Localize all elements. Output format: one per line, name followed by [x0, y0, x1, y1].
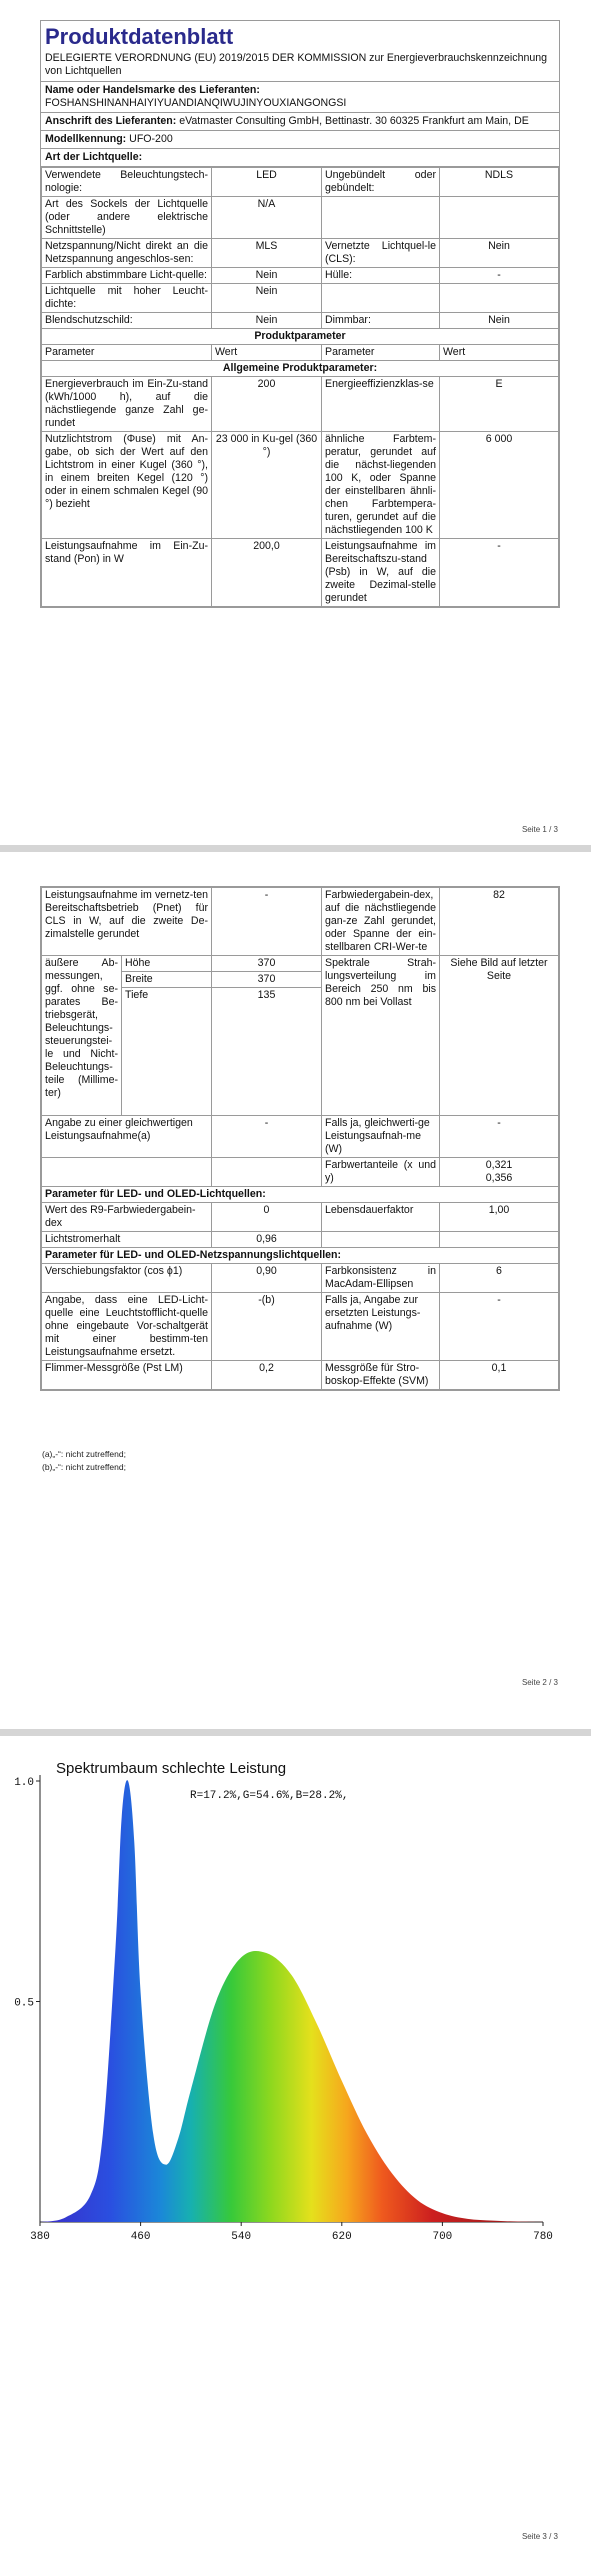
table-row: Art des Sockels der Lichtquelle (oder andere elektrische Schnittstelle) N/A: [42, 197, 559, 239]
dims-row-height: äußere Ab-messungen, ggf. ohne se-parates Be-triebsgerät, Beleuchtungs-steuerungstei-le und Nicht-Beleuchtungs-teile (Millime-ter) Höhe 370 Spektrale Strah-lungsverteilung im Bereich 250 nm bis 800 nm bei Vollast Siehe Bild auf letzter Seite: [42, 956, 559, 972]
header-block: [41, 21, 559, 82]
supplier-value: FOSHANSHINANHAIYIYUANDIANQIWUJINYOUXIANGONGSI: [45, 97, 347, 109]
mains-header-row: Parameter für LED- und OLED-Netzspannungslichtquellen:: [42, 1248, 559, 1264]
address-row: Anschrift des Lieferanten: eVatmaster Consulting GmbH, Bettinastr. 30 60325 Frankfurt am Main, DE: [41, 113, 559, 131]
spectrum-chart: [0, 1745, 591, 2265]
x-tick-label: 380: [30, 2231, 50, 2243]
table-row: Netzspannung/Nicht direkt an die Netzspannung angeschlos-sen: MLS Vernetzte Lichtquel-le (CLS): Nein: [42, 239, 559, 268]
table-row: Verwendete Beleuchtungstech-nologie: LED Ungebündelt oder gebündelt: NDLS: [42, 168, 559, 197]
spectrum-area: [40, 1780, 543, 2222]
page-number-2: Seite 2 / 3: [521, 1678, 558, 1687]
maint-row: Lichtstromerhalt 0,96: [42, 1232, 559, 1248]
flicker-row: Flimmer-Messgröße (Pst LM) 0,2 Messgröße für Stro-boskop-Effekte (SVM) 0,1: [42, 1361, 559, 1390]
x-tick-label: 540: [231, 2231, 252, 2243]
chart-annotation: R=17.2%,G=54.6%,B=28.2%,: [190, 1790, 349, 1802]
equiv-row: Angabe zu einer gleichwertigen Leistungsaufnahme(a) - Falls ja, gleichwerti-ge Leistungsaufnah-me (W) -: [42, 1116, 559, 1158]
datasheet-frame-1: [40, 20, 560, 608]
model-value: UFO-200: [129, 133, 173, 145]
chart-series: [40, 1780, 543, 2222]
page-title: Produktdatenblatt: [45, 24, 234, 49]
table-row: Nutzlichtstrom (Φuse) mit An-gabe, ob sich der Wert auf den Lichtstrom in einer Kugel (360 °), in einem breiten Kegel (120 °) oder in einem schmalen Kegel (90 °) bezieht 23 000 in Ku-gel (360 °) ähnliche Farbtem-peratur, gerundet auf die nächst-liegenden 100 K, oder Spanne der einstellbaren ähnli-chen Farbtempera-turen, gerundet auf die nächstliegenden 100 K 6 000: [42, 432, 559, 539]
footnote-a: (a)„-“: nicht zutreffend;: [42, 1449, 126, 1459]
page-number-1: Seite 1 / 3: [521, 825, 558, 834]
params-table-2: [41, 887, 559, 1390]
led-header-row: Parameter für LED- und OLED-Lichtquellen:: [42, 1187, 559, 1203]
x-tick-label: 780: [533, 2231, 553, 2243]
regulation-text: DELEGIERTE VERORDNUNG (EU) 2019/2015 DER KOMMISSION zur Energieverbrauchskennzeichnung von Lichtquellen: [45, 52, 548, 77]
spectrum-svg: [0, 1745, 591, 2265]
footnote-b: (b)„-“: nicht zutreffend;: [42, 1462, 126, 1472]
r9-row: Wert des R9-Farbwiedergabein-dex 0 Lebensdauerfaktor 1,00: [42, 1203, 559, 1232]
chroma-row: Farbwertanteile (x und y) 0,321 0,356: [42, 1158, 559, 1187]
datasheet-frame-2: [40, 886, 560, 1391]
general-params-header-row: Allgemeine Produktparameter:: [42, 361, 559, 377]
x-tick-label: 460: [130, 2231, 151, 2243]
y-tick-label: 1.0: [14, 1777, 34, 1789]
model-row: Modellkennung: UFO-200: [41, 131, 559, 149]
y-tick-label: 0.5: [14, 1997, 34, 2010]
table-row: Leistungsaufnahme im vernetz-ten Bereitschaftsbetrieb (Pnet) für CLS in W, auf die zweite De-zimalstelle gerundet - Farbwiedergabein-dex, auf die nächstliegende gan-ze Zahl gerundet, oder Spanne der ein-stellbaren CRI-Wer-te 82: [42, 888, 559, 956]
page-separator-1: [0, 845, 591, 852]
table-row: Blendschutzschild: Nein Dimmbar: Nein: [42, 313, 559, 329]
replace-row: Angabe, dass eine LED-Licht-quelle eine Leuchtstofflicht-quelle ohne eingebaute Vor-schaltgerät mit einer bestimm-ten Leistungsaufnahme ersetzt. -(b) Falls ja, Angabe zur ersetzten Leistungs-aufnahme (W) -: [42, 1293, 559, 1361]
footnotes: [42, 1448, 126, 1474]
table-row: Lichtquelle mit hoher Leucht-dichte: Nein: [42, 284, 559, 313]
dims-row-width: Breite 370: [42, 972, 559, 988]
supplier-row: Name oder Handelsmarke des Lieferanten: FOSHANSHINANHAIYIYUANDIANQIWUJINYOUXIANGONGSI: [41, 82, 559, 113]
page-separator-2: [0, 1729, 591, 1736]
type-table: [41, 167, 559, 607]
table-row: Farblich abstimmbare Licht-quelle: Nein Hülle: -: [42, 268, 559, 284]
column-header-row: Parameter Wert Parameter Wert: [42, 345, 559, 361]
chart-title: Spektrumbaum schlechte Leistung: [56, 1760, 287, 1777]
dims-label: äußere Ab-messungen, ggf. ohne se-parates Be-triebsgerät, Beleuchtungs-steuerungstei-le und Nicht-Beleuchtungs-teile (Millime-ter): [42, 956, 122, 1116]
address-value: eVatmaster Consulting GmbH, Bettinastr. 30 60325 Frankfurt am Main, DE: [179, 115, 529, 127]
page-2: [0, 852, 591, 1729]
page-number-3: Seite 3 / 3: [521, 2532, 558, 2541]
product-params-header-row: Produktparameter: [42, 329, 559, 345]
dims-row-depth: Tiefe 135: [42, 988, 559, 1116]
table-row: Energieverbrauch im Ein-Zu-stand (kWh/1000 h), auf die nächstliegende ganze Zahl ge-rundet 200 Energieeffizienzklas-se E: [42, 377, 559, 432]
pf-row: Verschiebungsfaktor (cos ϕ1) 0,90 Farbkonsistenz in MacAdam-Ellipsen 6: [42, 1264, 559, 1293]
x-tick-label: 620: [331, 2231, 352, 2243]
type-header: Art der Lichtquelle:: [41, 149, 559, 167]
table-row: Leistungsaufnahme im Ein-Zu-stand (Pon) in W 200,0 Leistungsaufnahme im Bereitschaftszu-stand (Psb) in W, auf die zweite Dezimal-stelle gerundet -: [42, 539, 559, 607]
spectral-value: Siehe Bild auf letzter Seite: [440, 956, 559, 1116]
page-1: [0, 0, 591, 845]
x-tick-label: 700: [432, 2231, 453, 2243]
